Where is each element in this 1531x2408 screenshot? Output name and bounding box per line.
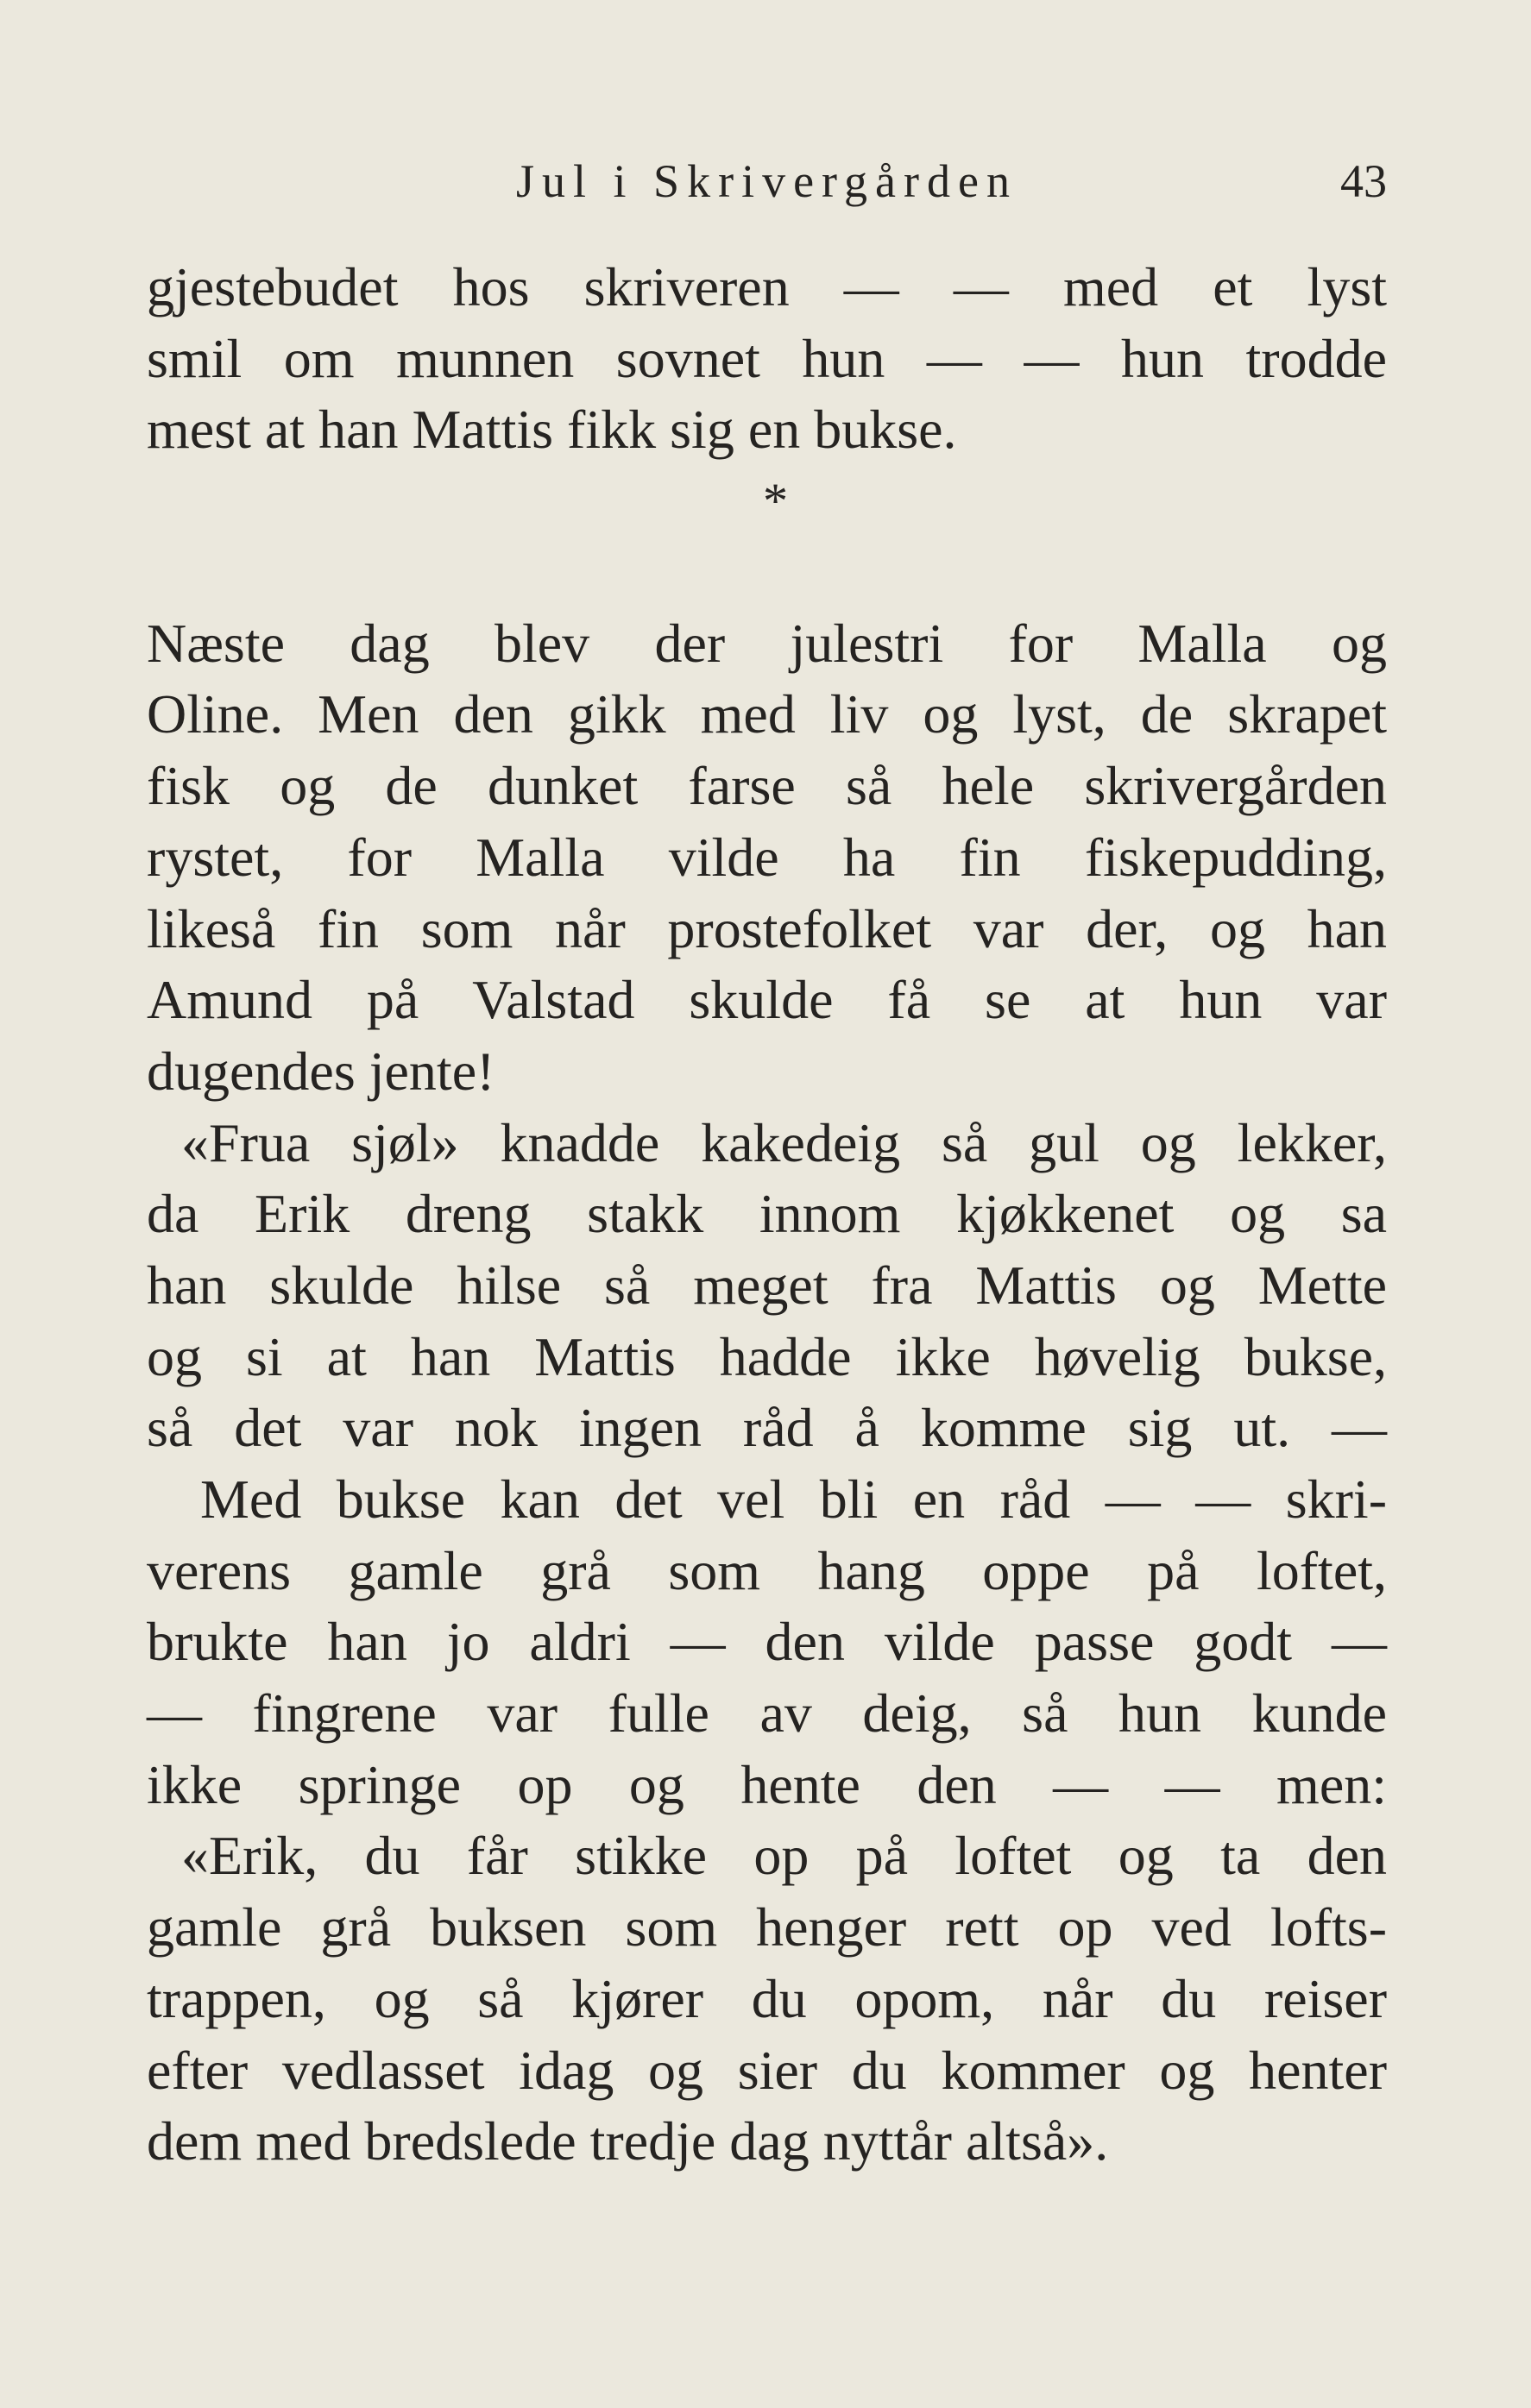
text-line: mest at han Mattis fikk sig en bukse. xyxy=(147,399,957,461)
text-line: rystet, for Malla vilde ha fin fiskepudding, xyxy=(147,826,1387,888)
paragraph xyxy=(147,252,1387,466)
text-line: trappen, og så kjører du opom, når du reiser xyxy=(147,1967,1387,2029)
paragraph xyxy=(147,608,1387,1108)
text-line: dem med bredslede tredje dag nyttår altså». xyxy=(147,2110,1109,2172)
text-line: brukte han jo aldri — den vilde passe godt — xyxy=(147,1611,1387,1673)
text-line: Amund på Valstad skulde få se at hun var xyxy=(147,969,1387,1031)
running-title: Jul i Skrivergården xyxy=(516,155,1018,207)
text-line: «Erik, du får stikke op på loftet og ta den xyxy=(181,1825,1387,1887)
text-line: han skulde hilse så meget fra Mattis og Mette xyxy=(147,1254,1387,1316)
section-separator: * xyxy=(763,473,788,530)
text-line: da Erik dreng stakk innom kjøkkenet og sa xyxy=(147,1183,1387,1245)
text-line: fisk og de dunket farse så hele skrivergården xyxy=(147,755,1387,817)
text-line: så det var nok ingen råd å komme sig ut. — xyxy=(147,1397,1387,1459)
text-line: «Frua sjøl» knadde kakedeig så gul og lekker, xyxy=(181,1111,1387,1173)
text-line: efter vedlasset idag og sier du kommer og henter xyxy=(147,2039,1387,2101)
text-line: ikke springe op og hente den — — men: xyxy=(147,1753,1387,1815)
text-line: gamle grå buksen som henger rett op ved lofts- xyxy=(147,1896,1387,1958)
text-line: Med bukse kan det vel bli en råd — — skri- xyxy=(200,1468,1387,1530)
text-line: gjestebudet hos skriveren — — med et lyst xyxy=(147,256,1387,318)
paragraph xyxy=(147,1820,1387,2177)
body-text xyxy=(147,252,1387,2178)
text-line: verens gamle grå som hang oppe på loftet, xyxy=(147,1539,1387,1601)
text-line: dugendes jente! xyxy=(147,1040,495,1102)
text-line: og si at han Mattis hadde ikke høvelig bukse, xyxy=(147,1325,1387,1387)
text-line: Oline. Men den gikk med liv og lyst, de skrapet xyxy=(147,683,1387,745)
page-header xyxy=(147,147,1387,216)
paragraph xyxy=(147,1464,1387,1820)
text-line: Næste dag blev der julestri for Malla og xyxy=(147,612,1387,674)
text-line: — fingrene var fulle av deig, så hun kunde xyxy=(147,1682,1387,1745)
text-line: smil om munnen sovnet hun — — hun trodde xyxy=(147,327,1387,389)
text-line: likeså fin som når prostefolket var der, og han xyxy=(147,897,1387,959)
page-number: 43 xyxy=(1340,155,1387,207)
paragraph xyxy=(147,1108,1387,1464)
